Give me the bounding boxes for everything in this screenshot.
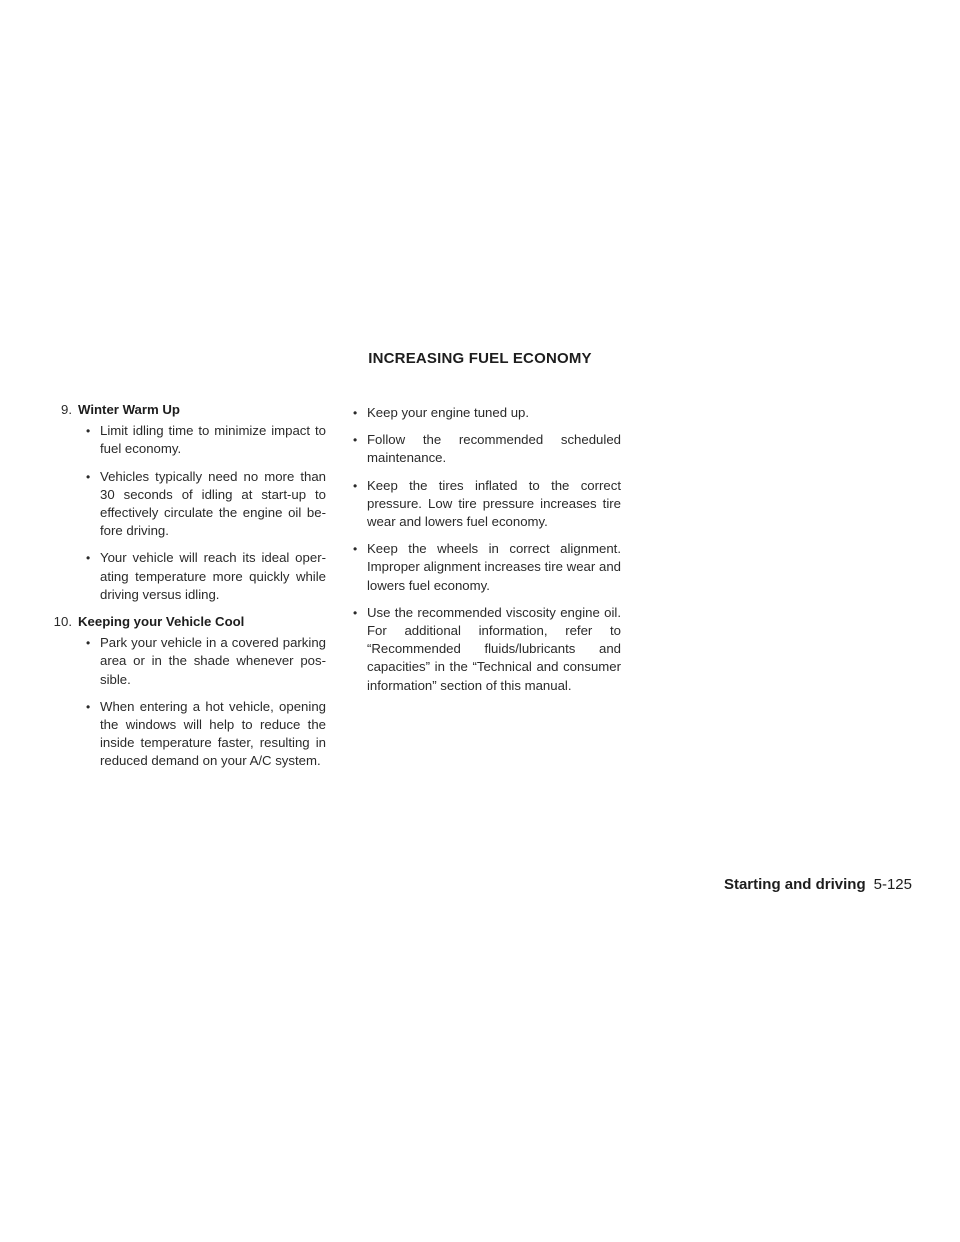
list-item: • Your vehicle will reach its ideal operating temperature more quickly while driving versus idling. [86,549,326,604]
list-item: • Limit idling time to minimize impact to fuel economy. [86,422,326,458]
list-item: • Follow the recommended scheduled maintenance. [353,431,621,467]
bullet-list [353,404,621,695]
list-item: • Keep your engine tuned up. [353,404,621,422]
page-footer [724,876,912,893]
item-title: Keeping your Vehicle Cool [78,614,245,630]
page-number: 5-125 [873,876,912,893]
numbered-item-keeping-vehicle-cool [50,613,326,771]
right-column [353,401,621,704]
item-title: Winter Warm Up [78,402,180,417]
list-item: • When entering a hot vehicle, opening the windows will help to reduce the inside temperature faster, resulting in reduced demand on your A/C system. [86,698,326,771]
list-item: • Keep the tires inflated to the correct pressure. Low tire pressure increases tire wear and lowers fuel economy. [353,477,621,532]
list-item: • Use the recommended viscosity engine oil. For additional information, refer to “Recommended fluids/lubricants and capacities” in the “Technical and consumer information” section of this manual. [353,604,621,695]
section-title: INCREASING FUEL ECONOMY [368,350,592,367]
item-number: 9. [61,402,72,417]
list-item: • Park your vehicle in a covered parking area or in the shade whenever possible. [86,634,326,689]
bullet-list [86,422,326,604]
item-number: 10. [53,614,72,630]
left-column [50,401,326,780]
numbered-item-winter-warm-up [50,401,326,604]
bullet-list [86,634,326,770]
list-item: • Keep the wheels in correct alignment. Improper alignment increases tire wear and lowers fuel economy. [353,540,621,595]
list-item: • Vehicles typically need no more than 30 seconds of idling at start-up to effectively circulate the engine oil before driving. [86,468,326,541]
footer-section-name: Starting and driving [723,876,866,893]
